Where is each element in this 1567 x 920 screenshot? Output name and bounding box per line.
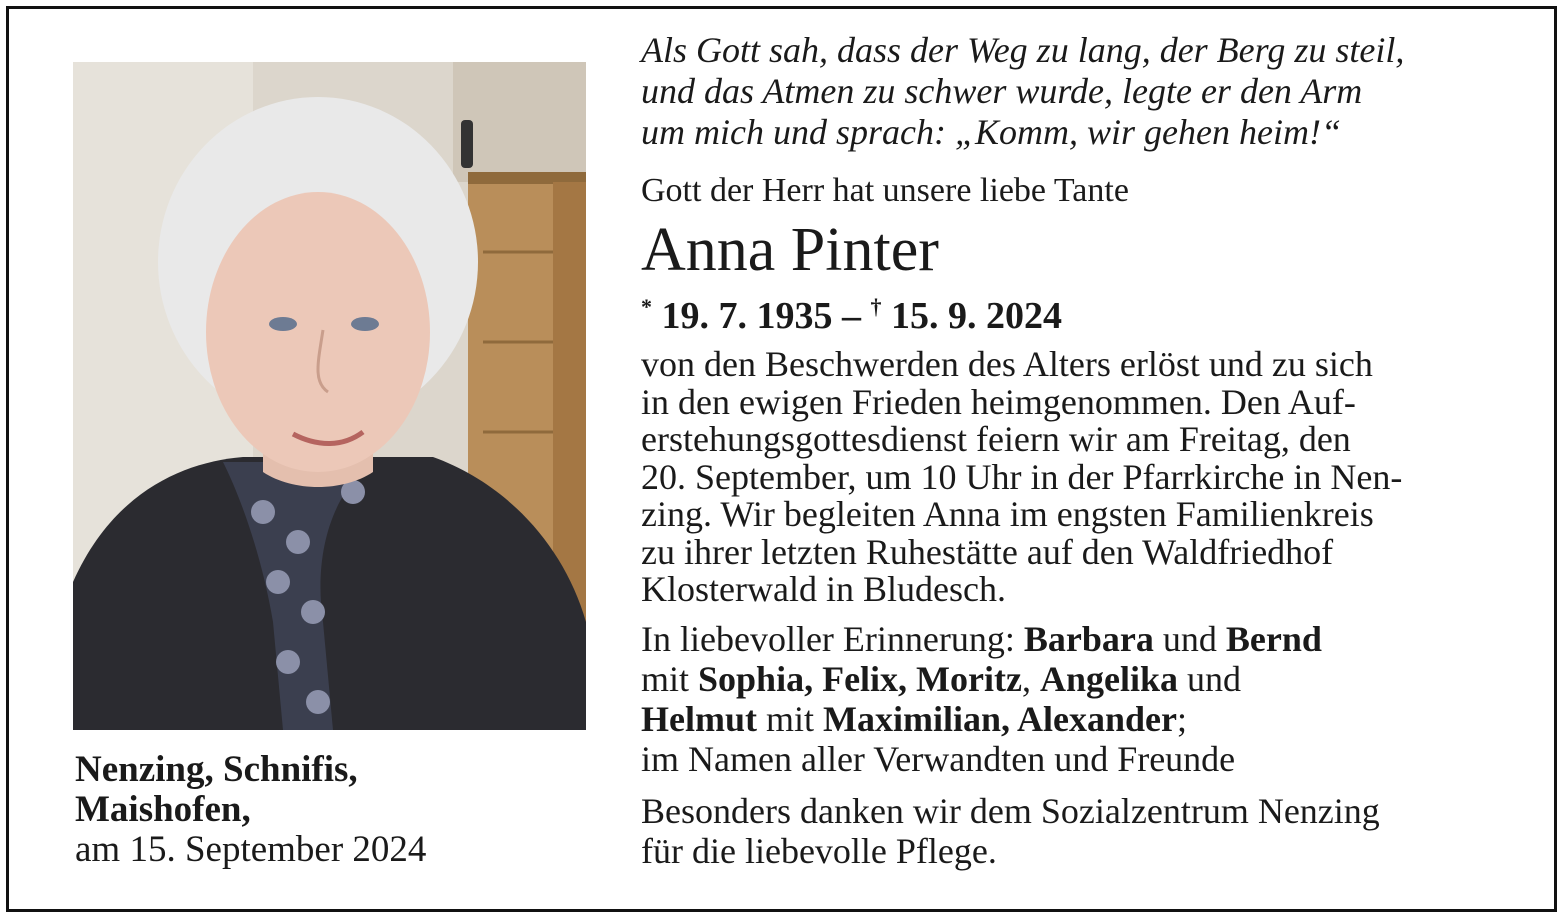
family-name: Helmut xyxy=(641,698,757,739)
body-line: zing. Wir begleiten Anna im engsten Familienkreis xyxy=(641,494,1374,534)
notice-text xyxy=(641,30,1501,871)
date-separator: – xyxy=(842,295,861,337)
notice-date: am 15. September 2024 xyxy=(75,829,427,870)
body-line: 20. September, um 10 Uhr in der Pfarrkirche in Nen- xyxy=(641,456,1403,497)
life-dates xyxy=(641,285,1501,338)
intro-line: Gott der Herr hat unsere liebe Tante xyxy=(641,172,1129,209)
death-cross-symbol: † xyxy=(870,294,882,319)
body-line: erstehungsgottesdienst feiern wir am Freitag, den xyxy=(641,419,1351,459)
quote-line: und das Atmen zu schwer wurde, legte er den Arm xyxy=(641,71,1363,111)
birth-date: 19. 7. 1935 xyxy=(661,295,833,337)
death-date: 15. 9. 2024 xyxy=(891,295,1062,337)
family-name: Maximilian, Alexander xyxy=(823,698,1177,739)
thanks-line: Besonders danken wir dem Sozialzentrum Nenzing xyxy=(641,790,1380,831)
portrait-photo xyxy=(73,62,586,730)
family-name: Barbara xyxy=(1023,618,1154,659)
family-connector: und xyxy=(1178,658,1242,699)
family-connector: ; xyxy=(1177,698,1188,739)
family-connector: , xyxy=(1021,658,1040,699)
birth-star-symbol: * xyxy=(641,294,652,319)
body-line: in den ewigen Frieden heimgenommen. Den Auf- xyxy=(641,381,1356,422)
family-line-4: im Namen aller Verwandten und Freunde xyxy=(641,738,1236,779)
body-line: von den Beschwerden des Alters erlöst und zu sich xyxy=(641,344,1373,384)
family-name: Bernd xyxy=(1225,618,1322,659)
family-connector: mit xyxy=(756,698,823,739)
family-list xyxy=(641,619,1501,779)
quote xyxy=(641,30,1501,153)
family-name: Angelika xyxy=(1039,658,1179,699)
quote-line: um mich und sprach: „Komm, wir gehen heim!“ xyxy=(641,112,1341,152)
body-line: zu ihrer letzten Ruhestätte auf den Waldfriedhof xyxy=(641,531,1334,572)
place-line-1: Nenzing, Schnifis, xyxy=(75,749,358,790)
family-connector: mit xyxy=(641,658,699,699)
family-line-2 xyxy=(641,659,1501,699)
place-and-date xyxy=(75,750,575,870)
family-line-1 xyxy=(641,619,1501,659)
family-prefix: In liebevoller Erinnerung: xyxy=(641,618,1024,659)
deceased-name: Anna Pinter xyxy=(641,216,939,284)
announcement-body xyxy=(641,346,1501,609)
thanks-text xyxy=(641,791,1501,871)
place-line-2: Maishofen, xyxy=(75,789,251,830)
body-line: Klosterwald in Bludesch. xyxy=(641,569,1006,609)
family-connector: und xyxy=(1153,618,1226,659)
thanks-line: für die liebevolle Pflege. xyxy=(641,830,997,871)
quote-line: Als Gott sah, dass der Weg zu lang, der Berg zu steil, xyxy=(641,30,1405,70)
family-name: Sophia, Felix, Moritz xyxy=(698,658,1022,699)
family-line-3 xyxy=(641,699,1501,739)
